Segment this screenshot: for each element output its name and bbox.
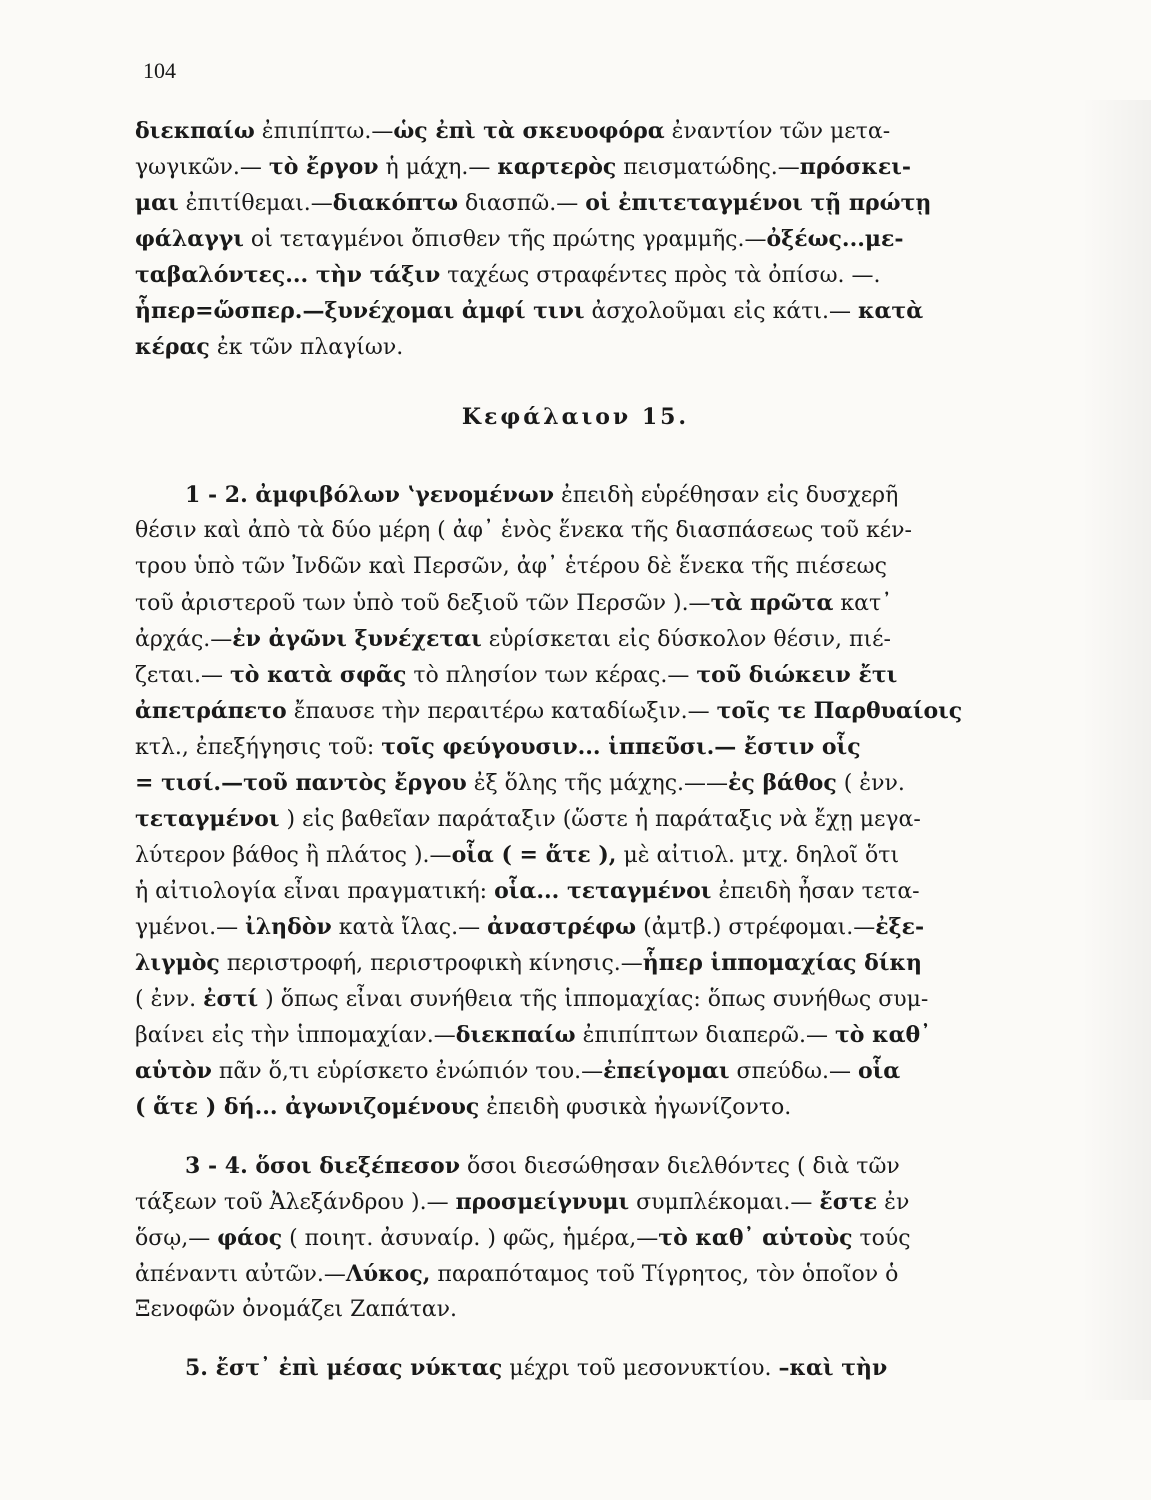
gloss-text: θέσιν καὶ ἀπὸ τὰ δύο μέρη ( ἀφ᾽ ἑνὸς ἕνεκα τῆς διασπάσεως τοῦ κέν-: [135, 518, 912, 543]
bold-term: ἐπείγομαι: [603, 1058, 730, 1084]
bold-term: μαι: [135, 190, 179, 216]
text-line: [135, 873, 1075, 909]
bold-term: τὰ πρῶτα: [710, 590, 834, 616]
bold-term: ὡς ἐπὶ τὰ σκευοφόρα: [393, 118, 665, 144]
gloss-text: ) ὅπως εἶναι συνήθεια τῆς ἱππομαχίας: ὅπως συνήθως συμ-: [258, 987, 929, 1012]
page-number: 104: [143, 58, 176, 83]
text-line: [135, 513, 1075, 549]
gloss-text: ἐκ τῶν πλαγίων.: [209, 335, 404, 360]
gloss-text: ἐν: [877, 1190, 910, 1215]
bold-term: διακόπτω: [332, 190, 459, 216]
gloss-text: πεισματώδης.—: [616, 155, 800, 180]
bold-term: 5. ἔστ᾽ ἐπὶ μέσας νύκτας: [185, 1355, 503, 1381]
gloss-text: Ξενοφῶν ὀνομάζει Ζαπάταν.: [135, 1297, 458, 1322]
text-line: [135, 945, 1075, 981]
bold-term: οἷα: [857, 1058, 901, 1084]
gloss-text: ἀρχάς.—: [135, 627, 233, 652]
gloss-text: τρου ὑπὸ τῶν Ἰνδῶν καὶ Περσῶν, ἀφ᾽ ἑτέρου δὲ ἕνεκα τῆς πιέσεως: [135, 554, 887, 579]
gloss-text: πᾶν ὅ,τι εὑρίσκετο ἐνώπιόν του.—: [211, 1059, 604, 1084]
bold-term: οἱ ἐπιτεταγμένοι τῇ πρώτῃ: [585, 190, 932, 216]
text-line: [135, 1292, 1075, 1328]
gloss-text: κτλ., ἐπεξήγησις τοῦ:: [135, 735, 382, 760]
gloss-text: γωγικῶν.—: [135, 155, 269, 180]
gloss-text: ζεται.—: [135, 663, 230, 688]
text-line: [135, 621, 1075, 657]
bold-term: φάος: [217, 1225, 283, 1251]
text-line: [135, 837, 1075, 873]
bold-term: διεκπαίω: [455, 1022, 576, 1048]
bold-term: τὸ κατὰ σφᾶς: [229, 662, 407, 688]
gloss-text: τάξεων τοῦ Ἀλεξάνδρου ).—: [135, 1190, 456, 1215]
bold-term: πρόσκει-: [799, 154, 912, 180]
text-line: [135, 329, 1075, 365]
gloss-text: (ἀμτβ.) στρέφομαι.—: [636, 915, 876, 940]
bold-term: κέρας: [135, 334, 210, 360]
gloss-text: κατ᾽: [833, 591, 893, 616]
bold-term: ἐν ἀγῶνι ξυνέχεται: [232, 626, 482, 652]
gloss-text: ἀπέναντι αὐτῶν.—: [135, 1262, 346, 1287]
gloss-text: κατὰ ἴλας.—: [331, 915, 488, 940]
text-line: [135, 293, 1075, 329]
gloss-text: τοῦ ἀριστεροῦ των ὑπὸ τοῦ δεξιοῦ τῶν Περσῶν ).—: [135, 591, 711, 616]
gloss-text: ἐπειδὴ ἦσαν τετα-: [711, 879, 920, 904]
bold-term: τὸ ἔργον: [268, 154, 379, 180]
gloss-text: ἐπιτίθεμαι.—: [178, 191, 333, 216]
bold-term: φάλαγγι: [135, 226, 244, 252]
bold-term: τοῖς φεύγουσιν... ἱππεῦσι.— ἔστιν οἷς: [381, 734, 861, 760]
gloss-text: ἐπιπίπτω.—: [254, 119, 394, 144]
bold-term: ἧπερ=ὥσπερ.—ξυνέχομαι ἀμφί τινι: [135, 298, 585, 324]
text-line: [135, 585, 1075, 621]
gloss-text: ( ποιητ. ἀσυναίρ. ) φῶς, ἡμέρα,—: [282, 1226, 659, 1251]
bold-term: ἰληδὸν: [245, 914, 332, 940]
bold-term: ἐξε-: [875, 914, 925, 940]
gloss-text: ἐπειδὴ φυσικὰ ἠγωνίζοντο.: [479, 1095, 792, 1120]
gloss-text: συμπλέκομαι.—: [629, 1190, 820, 1215]
bold-term: ἐς βάθος: [728, 770, 837, 796]
bold-term: ἔστε: [819, 1189, 878, 1215]
text-line: [135, 149, 1075, 185]
text-line: [135, 1089, 1075, 1125]
block-paragraph-5: [135, 1350, 1075, 1386]
bold-term: –καὶ τὴν: [778, 1355, 888, 1381]
gloss-text: ἐξ ὅλης τῆς μάχης.——: [466, 771, 729, 796]
gloss-text: σπεύδω.—: [729, 1059, 858, 1084]
gloss-text: ἡ αἰτιολογία εἶναι πραγματική:: [135, 879, 495, 904]
text-line: [135, 1350, 1075, 1386]
bold-term: ἐστί: [203, 986, 259, 1012]
gloss-text: ἐναντίον τῶν μετα-: [664, 119, 891, 144]
bold-term: προσμείγνυμι: [455, 1189, 630, 1215]
bold-term: ἀπετράπετο: [135, 698, 287, 724]
gloss-text: ( ἐνν.: [135, 987, 204, 1012]
gloss-text: ) εἰς βαθεῖαν παράταξιν (ὥστε ἡ παράταξις νὰ ἔχῃ μεγα-: [279, 807, 921, 832]
text-line: [135, 1220, 1075, 1256]
text-line: [135, 693, 1075, 729]
text-line: [135, 729, 1075, 765]
text-line: [135, 801, 1075, 837]
bold-term: τὸ καθ᾽ αὑτοὺς: [658, 1225, 853, 1251]
bold-term: καρτερὸς: [497, 154, 617, 180]
gloss-text: βαίνει εἰς τὴν ἱππομαχίαν.—: [135, 1023, 456, 1048]
gloss-text: ἔπαυσε τὴν περαιτέρω καταδίωξιν.—: [286, 699, 717, 724]
gloss-text: γμένοι.—: [135, 915, 246, 940]
bold-term: λιγμὸς: [135, 950, 220, 976]
bold-term: διεκπαίω: [135, 118, 255, 144]
gloss-text: ἡ μάχη.—: [378, 155, 498, 180]
gloss-text: τὸ πλησίον των κέρας.—: [406, 663, 697, 688]
gloss-text: μὲ αἰτιολ. μτχ. δηλοῖ ὅτι: [616, 843, 900, 868]
text-line: [135, 1148, 1075, 1184]
bleed-through-shade: [1081, 100, 1151, 1400]
gloss-text: παραπόταμος τοῦ Τίγρητος, τὸν ὁποῖον ὁ: [430, 1262, 899, 1287]
chapter-heading: Κεφάλαιον 15.: [461, 404, 690, 430]
text-line: [135, 113, 1075, 149]
bold-term: 3 - 4. ὅσοι διεξέπεσον: [185, 1153, 460, 1179]
bold-term: τὸ καθ᾽: [834, 1022, 932, 1048]
gloss-text: μέχρι τοῦ μεσονυκτίου.: [502, 1356, 779, 1381]
gloss-text: εὑρίσκεται εἰς δύσκολον θέσιν, πιέ-: [481, 627, 891, 652]
bold-term: τοῖς τε Παρθυαίοις: [716, 698, 963, 724]
gloss-text: ἐπειδὴ εὑρέθησαν εἰς δυσχερῆ: [554, 483, 899, 508]
block-glossary-top: [135, 113, 1075, 365]
bold-term: 1 - 2. ἀμφιβόλων ʽγενομένων: [185, 482, 554, 508]
bold-term: ὀξέως...με-: [766, 226, 904, 252]
gloss-text: ὅσοι διεσώθησαν διελθόντες ( διὰ τῶν: [460, 1154, 900, 1179]
gloss-text: λύτερον βάθος ἢ πλάτος ).—: [135, 843, 452, 868]
text-line: [135, 185, 1075, 221]
text-line: [135, 657, 1075, 693]
bold-term: αὑτὸν: [135, 1058, 212, 1084]
bold-term: κατὰ: [858, 298, 924, 324]
gloss-text: ἐπιπίπτων διαπερῶ.—: [575, 1023, 835, 1048]
text-line: [135, 477, 1075, 513]
text-line: [135, 909, 1075, 945]
text-line: [135, 765, 1075, 801]
bold-term: οἷα ( = ἅτε ),: [451, 842, 617, 868]
bold-term: τοῦ διώκειν ἔτι: [696, 662, 898, 688]
text-line: [135, 1184, 1075, 1220]
bold-term: ( ἅτε ) δή... ἀγωνιζομένους: [135, 1094, 480, 1120]
bold-term: Λύκος,: [345, 1261, 431, 1287]
bold-term: τεταγμένοι: [135, 806, 280, 832]
gloss-text: ἀσχολοῦμαι εἰς κάτι.—: [584, 299, 859, 324]
gloss-text: περιστροφή, περιστροφικὴ κίνησις.—: [219, 951, 643, 976]
bold-term: ἀναστρέφω: [487, 914, 637, 940]
text-line: [135, 1256, 1075, 1292]
gloss-text: ὅσῳ,—: [135, 1226, 218, 1251]
block-paragraph-3-4: [135, 1148, 1075, 1328]
gloss-text: τούς: [852, 1226, 911, 1251]
text-line: [135, 1017, 1075, 1053]
gloss-text: ( ἐνν.: [836, 771, 905, 796]
text-line: [135, 257, 1075, 293]
text-line: [135, 1053, 1075, 1089]
gloss-text: ταχέως στραφέντες πρὸς τὰ ὀπίσω. —.: [440, 263, 881, 288]
block-paragraph-1-2: [135, 477, 1075, 1125]
text-line: [135, 549, 1075, 585]
gloss-text: διασπῶ.—: [458, 191, 586, 216]
text-line: [135, 221, 1075, 257]
bold-term: ταβαλόντες... τὴν τάξιν: [135, 262, 441, 288]
bold-term: ἧπερ ἱππομαχίας δίκη: [642, 950, 922, 976]
gloss-text: οἱ τεταγμένοι ὄπισθεν τῆς πρώτης γραμμῆς.—: [243, 227, 767, 252]
bold-term: οἷα... τεταγμένοι: [494, 878, 712, 904]
text-line: [135, 981, 1075, 1017]
bold-term: = τισί.—τοῦ παντὸς ἔργου: [135, 770, 467, 796]
